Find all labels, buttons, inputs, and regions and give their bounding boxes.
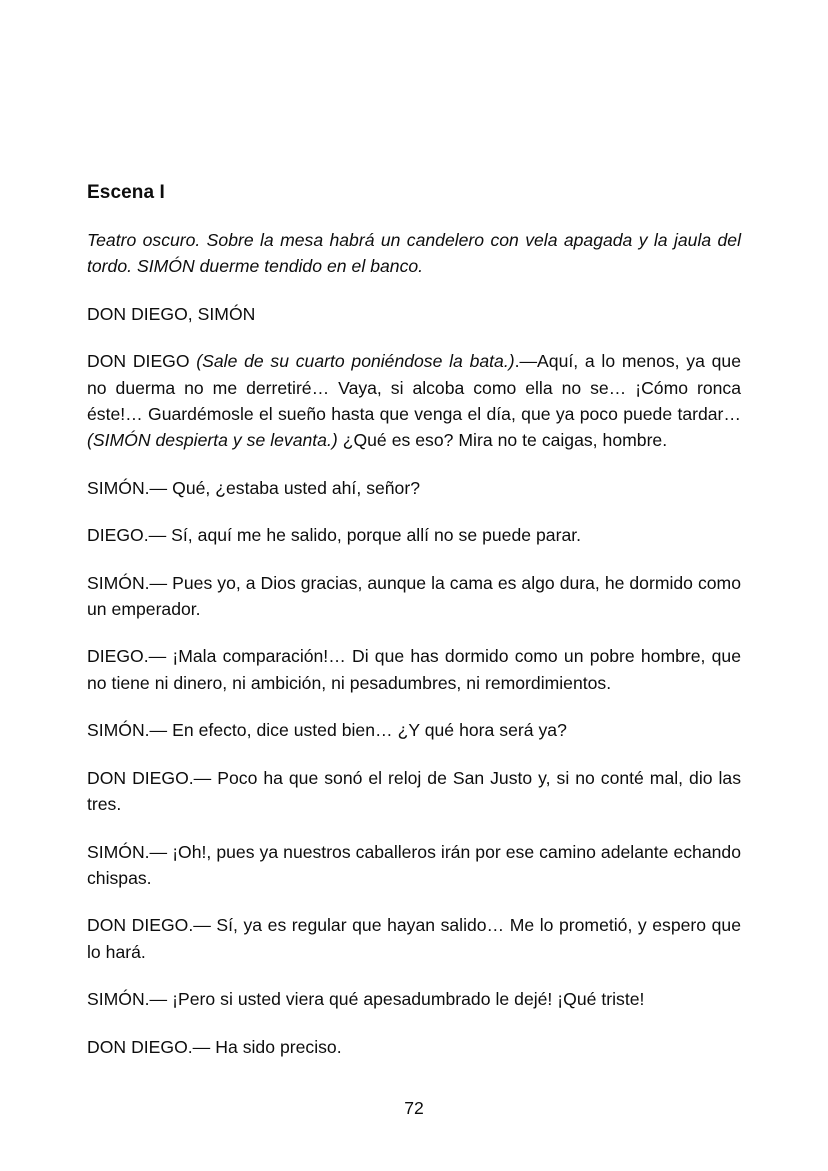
speech-diego-1: DIEGO.— Sí, aquí me he salido, porque allí no se puede parar. [87, 525, 582, 546]
page-number: 72 [404, 1098, 424, 1118]
speech-don-diego-1 [87, 348, 741, 454]
speech-simon-5: SIMÓN.— ¡Pero si usted viera qué apesadumbrado le dejé! ¡Qué triste! [87, 989, 645, 1010]
scene-heading: Escena I [87, 182, 165, 203]
cast-list: DON DIEGO, SIMÓN [87, 303, 256, 324]
inline-stage-direction-simon-despierta: (SIMÓN despierta y se levanta.) [87, 430, 338, 451]
speech-don-diego-4: DON DIEGO.— Ha sido preciso. [87, 1036, 342, 1057]
speaker-label-don-diego: DON DIEGO [87, 351, 197, 372]
speech-simon-4: SIMÓN.— ¡Oh!, pues ya nuestros caballeros irán por ese camino adelante echando chispas. [87, 841, 741, 888]
page-content [87, 181, 741, 1060]
inline-stage-direction-bata: (Sale de su cuarto poniéndose la bata.) [196, 351, 515, 372]
speech-simon-3: SIMÓN.— En efecto, dice usted bien… ¿Y qué hora será ya? [87, 720, 567, 741]
speech-don-diego-2: DON DIEGO.— Poco ha que sonó el reloj de San Justo y, si no conté mal, dio las tres. [87, 767, 741, 815]
speech-simon-1: SIMÓN.— Qué, ¿estaba usted ahí, señor? [87, 477, 420, 498]
stage-direction-opening: Teatro oscuro. Sobre la mesa habrá un candelero con vela apagada y la jaula del tordo. SIMÓN duerme tendido en el banco. [87, 230, 741, 277]
speech-diego-2: DIEGO.— ¡Mala comparación!… Di que has dormido como un pobre hombre, que no tiene ni dinero, ni ambición, ni pesadumbres, ni remordimientos. [87, 646, 741, 693]
speech-text-part-1: .—Aquí, a lo menos, ya que no duerma no me derretiré… Vaya, si alcoba como ella no se… ¡Cómo ronca éste!… Guardémosle el sueño hasta que venga el día, que ya poco puede tardar… [87, 351, 741, 425]
speech-text-part-2: ¿Qué es eso? Mira no te caigas, hombre. [337, 430, 668, 451]
speech-don-diego-3: DON DIEGO.— Sí, ya es regular que hayan salido… Me lo prometió, y espero que lo hará. [87, 915, 741, 962]
speech-simon-2: SIMÓN.— Pues yo, a Dios gracias, aunque la cama es algo dura, he dormido como un emperador. [87, 572, 741, 620]
